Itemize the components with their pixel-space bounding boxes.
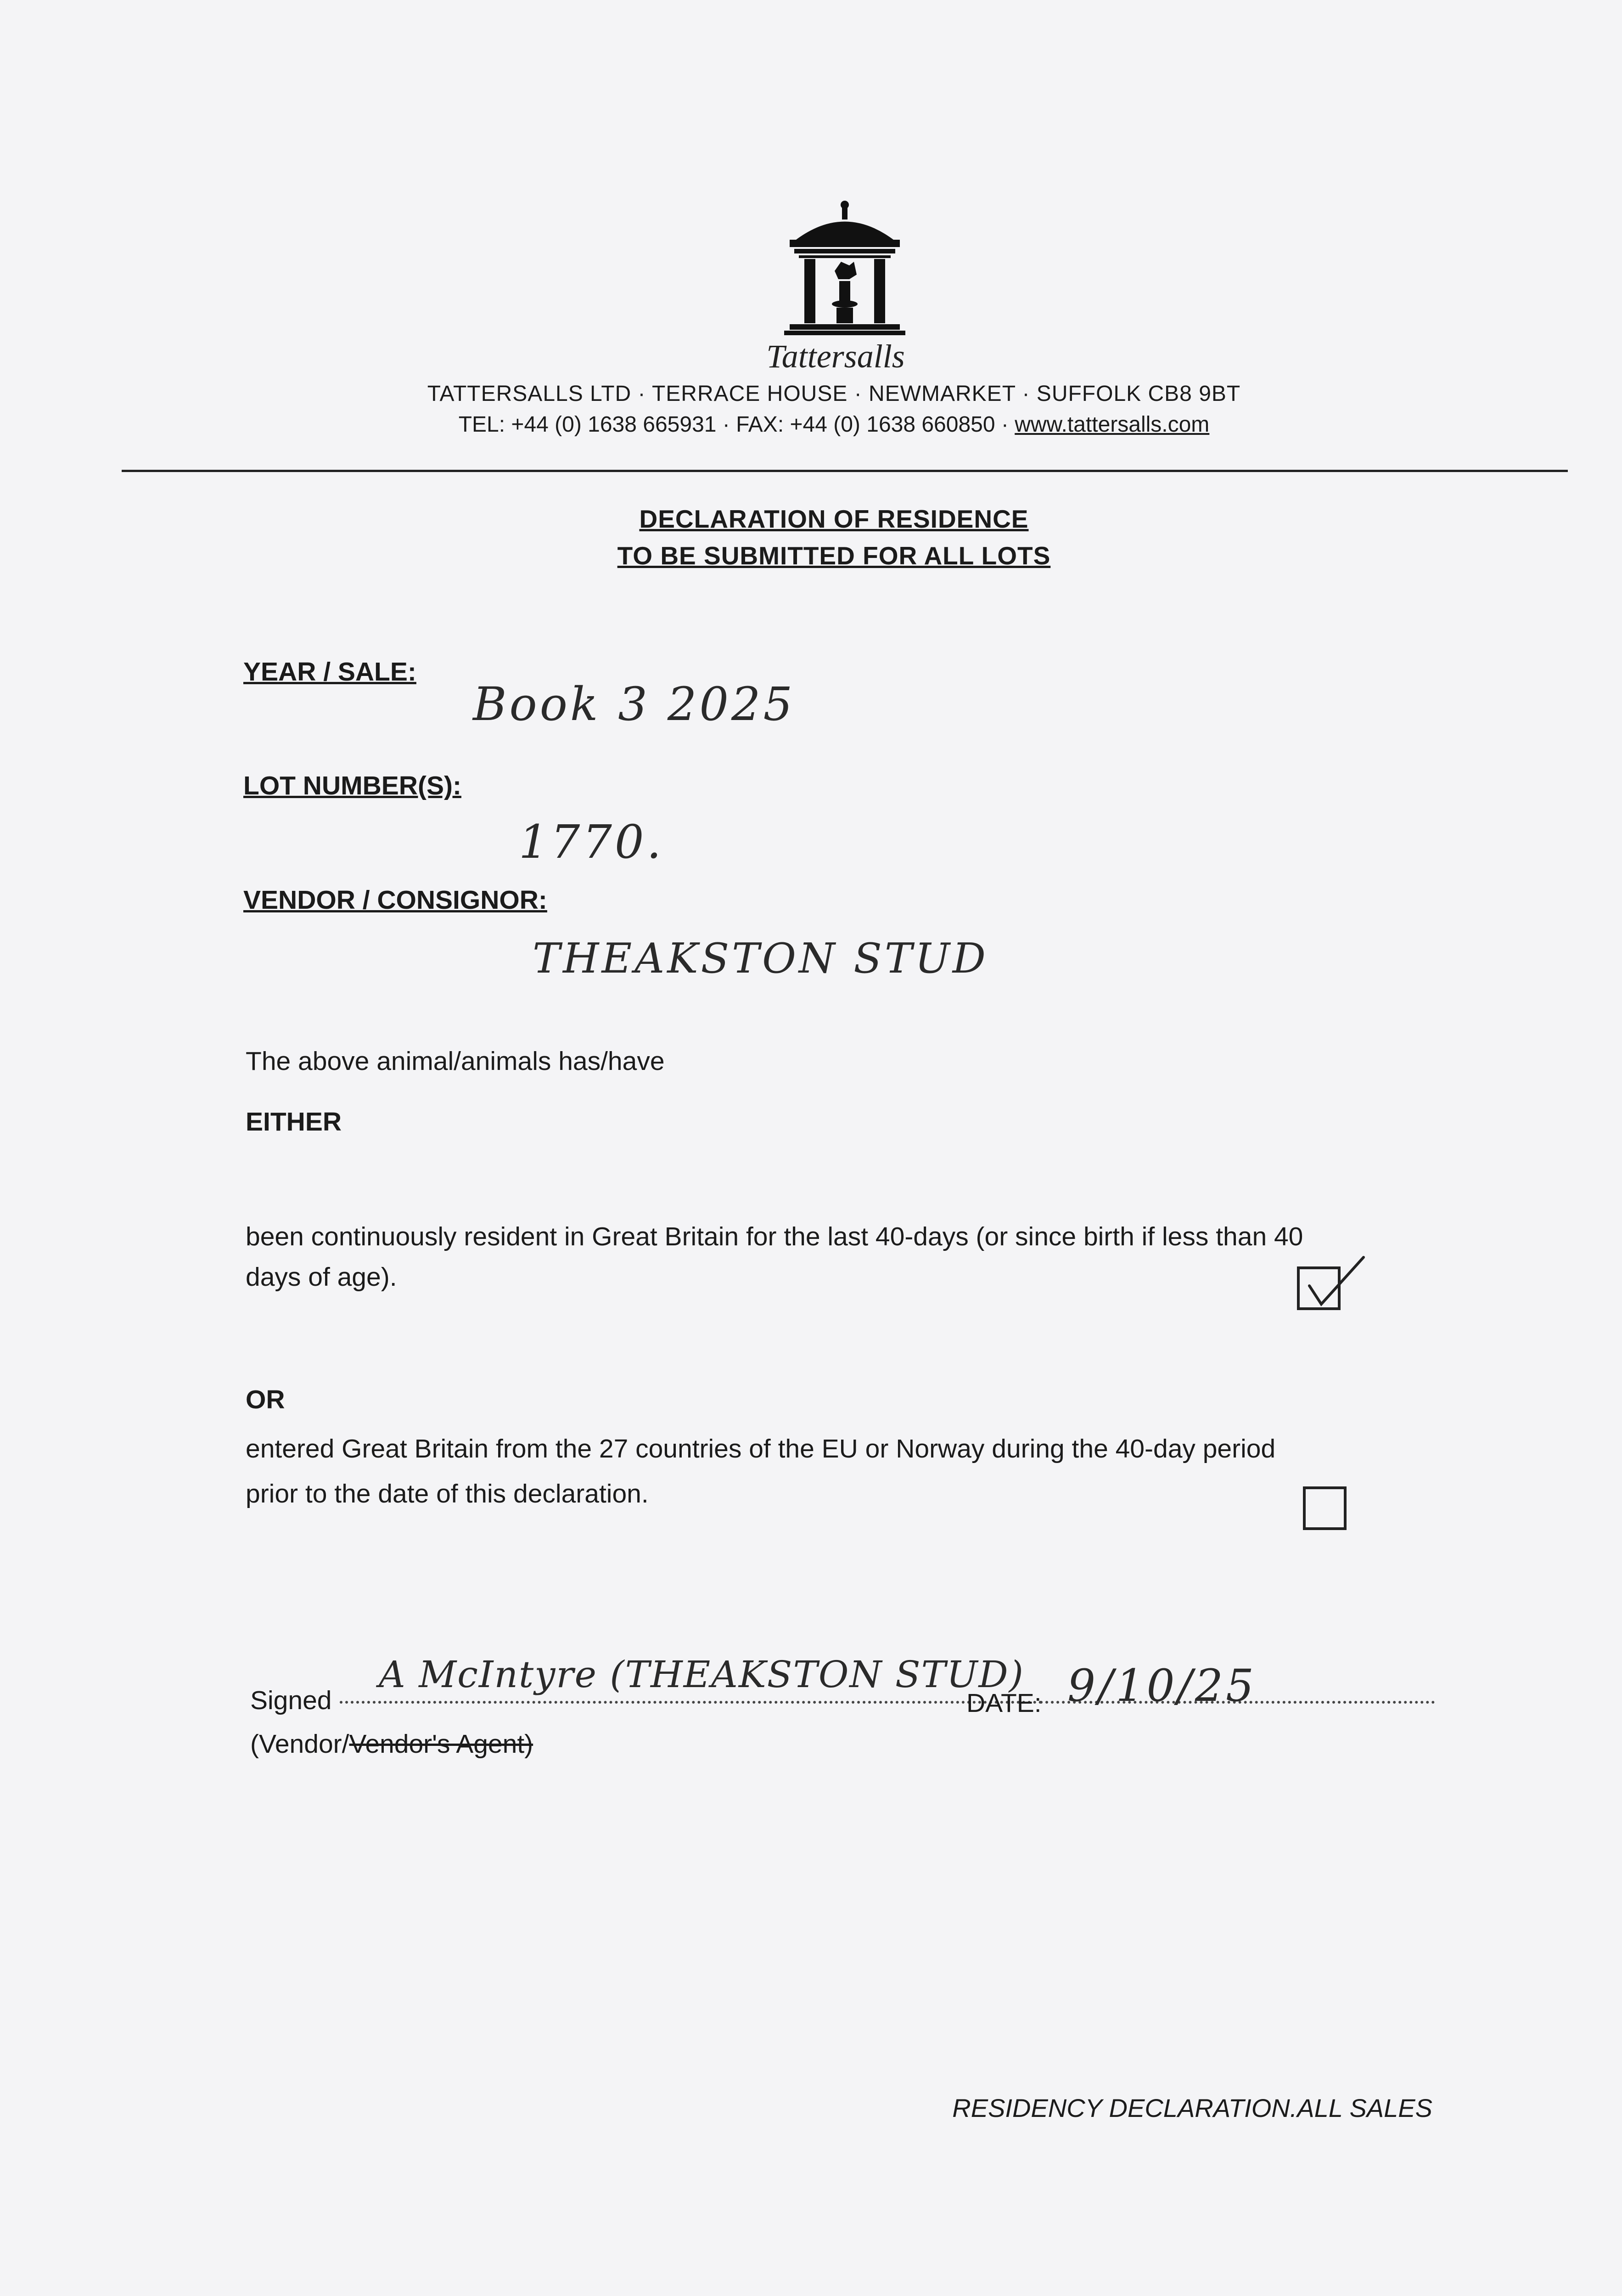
lot-number-field[interactable]: 1770. <box>519 815 664 869</box>
checkmark-icon <box>1299 1254 1368 1313</box>
option2-text-line1: entered Great Britain from the 27 countries of the EU or Norway during the 40-day period <box>246 1434 1276 1463</box>
year-sale-field[interactable]: Book 3 2025 <box>473 677 796 731</box>
date-field[interactable]: 9/10/25 <box>1067 1660 1257 1711</box>
header-divider <box>122 470 1568 472</box>
form-footer: RESIDENCY DECLARATION.ALL SALES <box>952 2093 1432 2122</box>
contact-phone-fax: TEL: +44 (0) 1638 665931 · FAX: +44 (0) 1638 660850 · <box>458 412 1015 437</box>
either-heading: EITHER <box>246 1107 342 1137</box>
company-contact <box>275 412 1392 437</box>
rotunda-statue-logo-icon <box>780 197 909 344</box>
or-heading: OR <box>246 1385 285 1414</box>
year-sale-label: YEAR / SALE: <box>243 657 416 687</box>
option2-text-line2: prior to the date of this declaration. <box>246 1479 649 1508</box>
role-vendors-agent-struck: Vendor's Agent) <box>349 1729 533 1759</box>
role-vendor: (Vendor/ <box>250 1729 349 1759</box>
signature-field[interactable]: A McIntyre (THEAKSTON STUD) <box>379 1653 1024 1696</box>
brand-name: Tattersalls <box>766 338 905 375</box>
vendor-consignor-label: VENDOR / CONSIGNOR: <box>243 885 547 915</box>
option1-text-line1: been continuously resident in Great Britain for the last 40-days (or since birth if less than 40 <box>246 1222 1303 1251</box>
website-link[interactable]: www.tattersalls.com <box>1015 412 1210 437</box>
date-label: DATE: <box>966 1688 1042 1718</box>
signature-dotted-line <box>340 1701 1042 1704</box>
document-title: DECLARATION OF RESIDENCE <box>639 505 1029 533</box>
document-subtitle: TO BE SUBMITTED FOR ALL LOTS <box>617 541 1051 570</box>
signed-label: Signed <box>250 1686 332 1715</box>
statement-intro: The above animal/animals has/have <box>246 1047 665 1076</box>
option1-text-line2: days of age). <box>246 1262 397 1292</box>
signatory-role <box>250 1729 533 1759</box>
company-address: TATTERSALLS LTD · TERRACE HOUSE · NEWMARKET · SUFFOLK CB8 9BT <box>427 382 1241 406</box>
vendor-consignor-field[interactable]: THEAKSTON STUD <box>533 934 988 983</box>
lot-number-label: LOT NUMBER(S): <box>243 771 461 800</box>
signature-row <box>250 1653 1435 1718</box>
option2-checkbox[interactable] <box>1303 1486 1347 1530</box>
